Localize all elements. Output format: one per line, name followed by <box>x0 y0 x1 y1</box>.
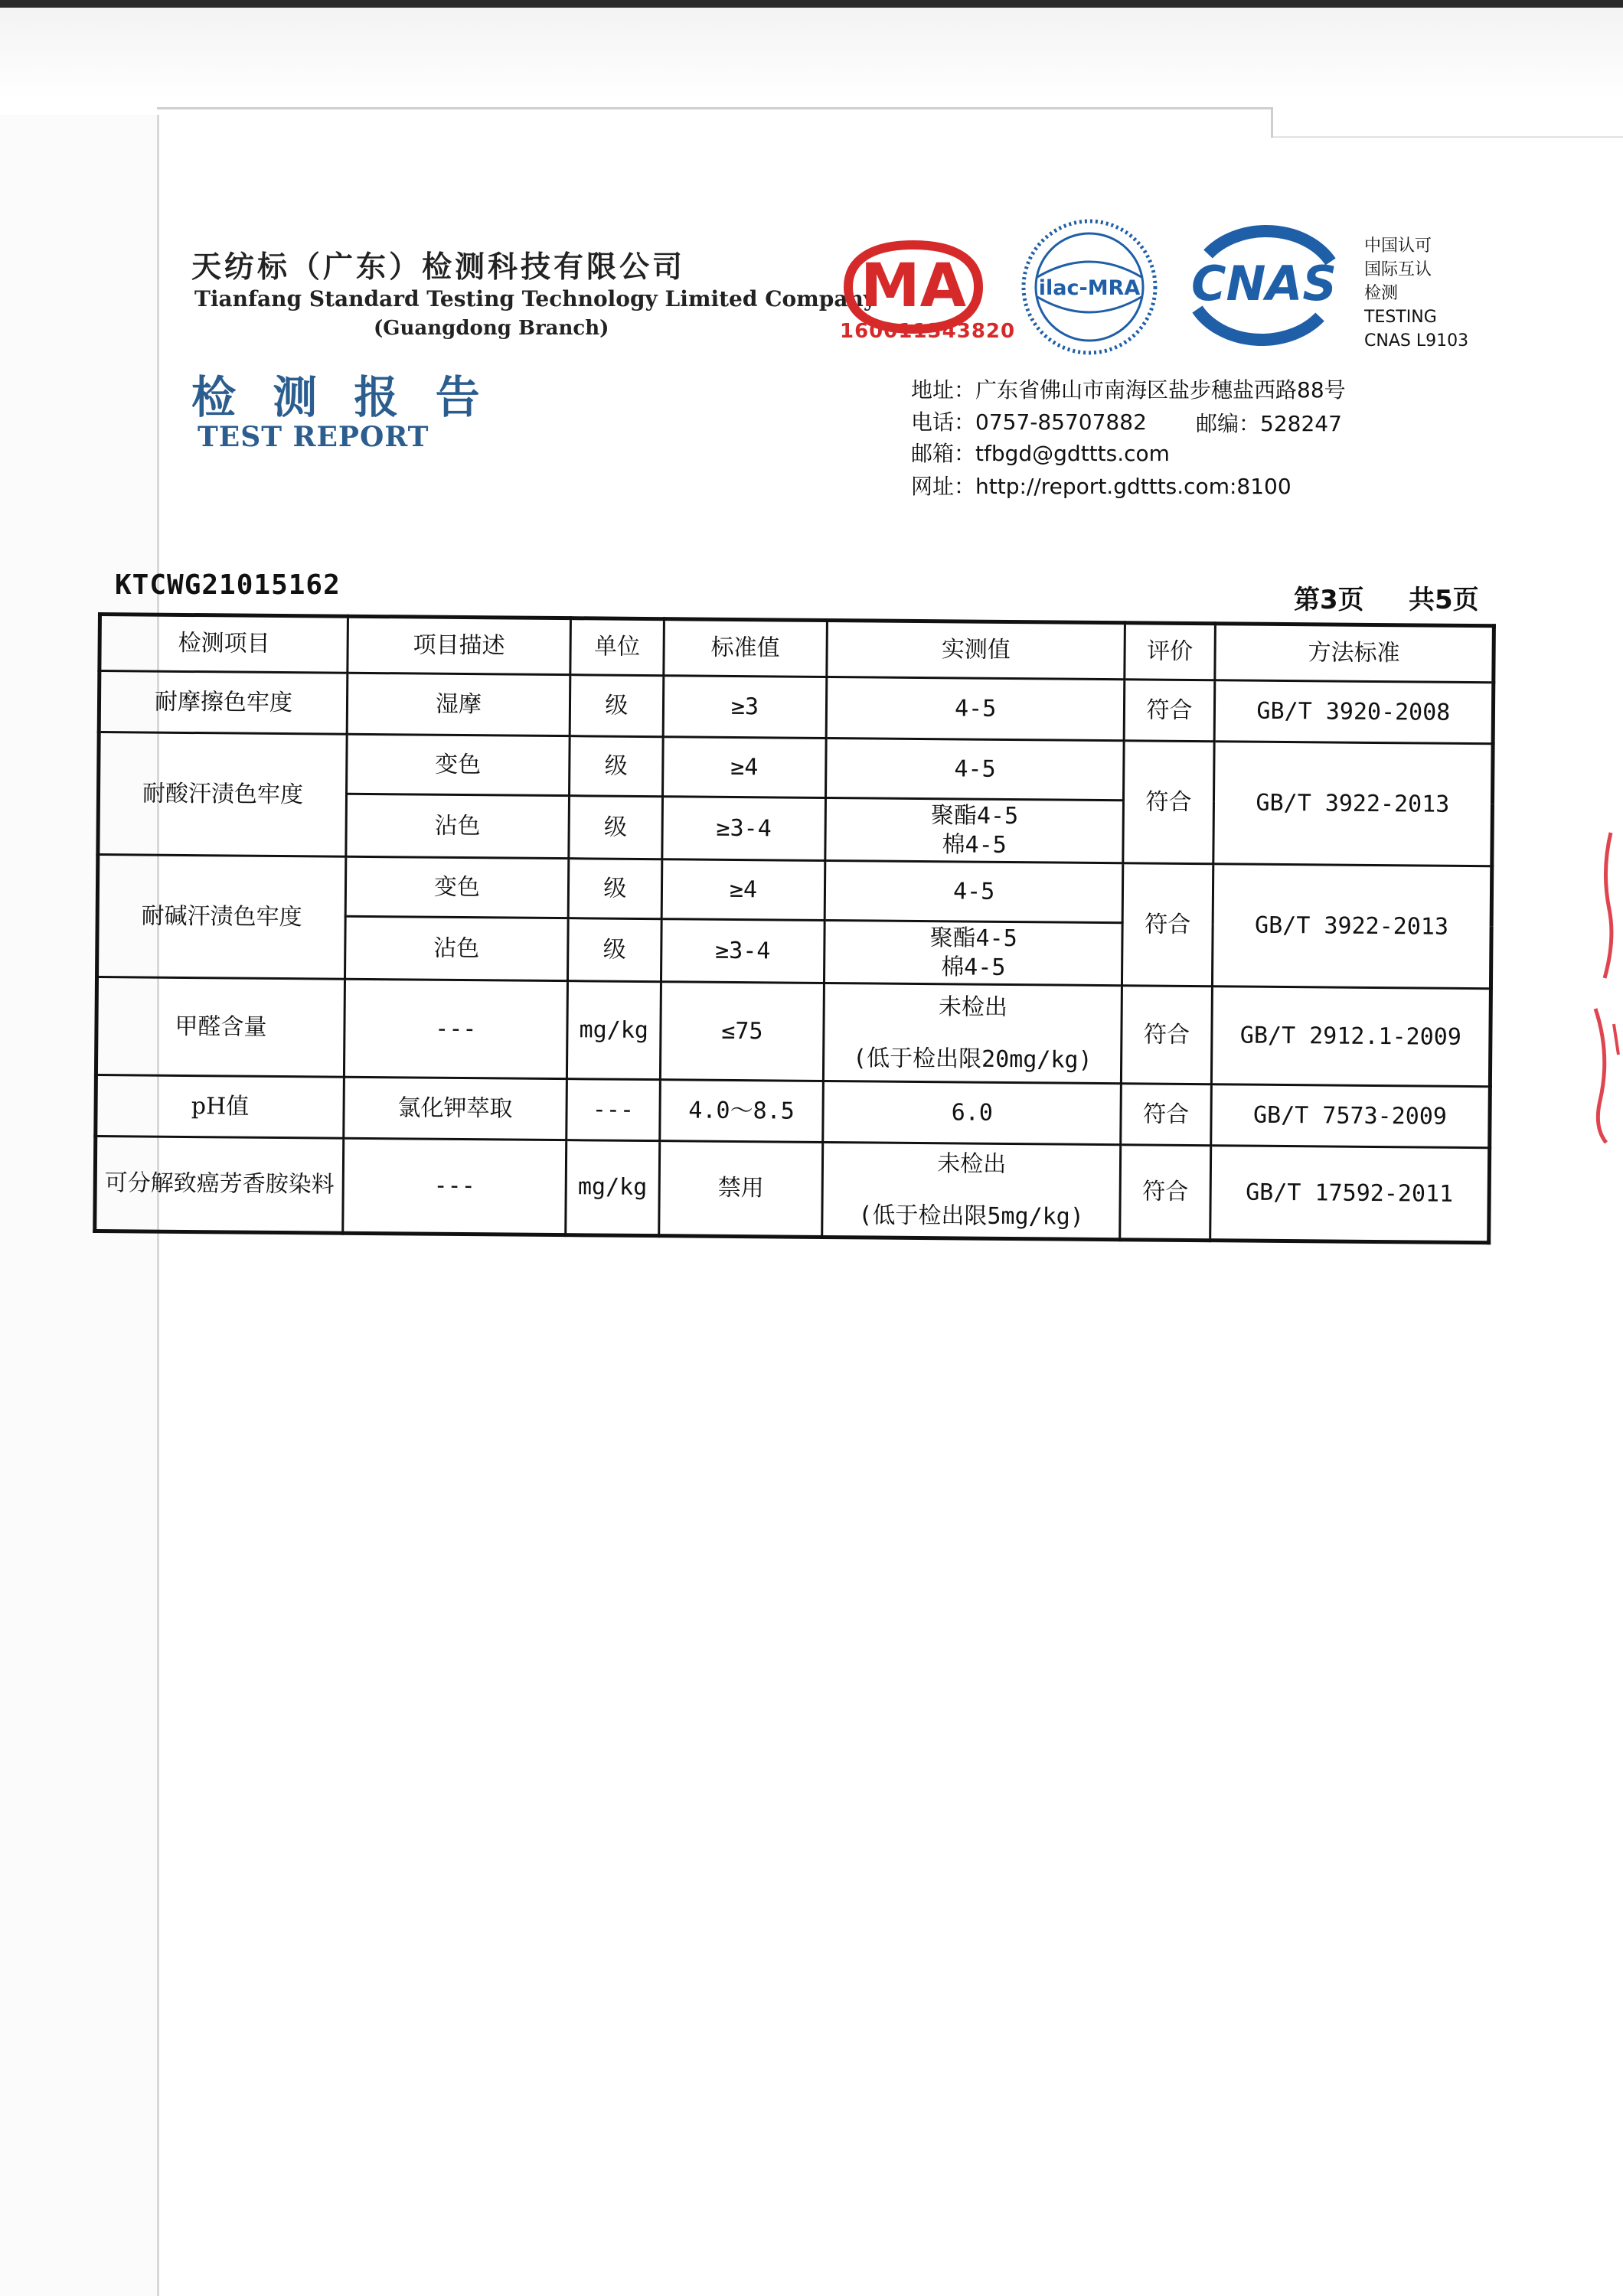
header-cell: 标准值 <box>664 619 828 677</box>
measured-cell: 4-5 <box>826 677 1125 740</box>
table-row <box>99 671 1494 744</box>
cnas-note-line: 检测 <box>1364 284 1399 303</box>
desc-cell: 湿摩 <box>347 673 570 735</box>
unit-cell: mg/kg <box>567 981 661 1080</box>
standard-cell: ≤75 <box>660 982 824 1081</box>
evaluation-cell: 符合 <box>1123 741 1214 864</box>
cnas-logo <box>1185 223 1343 347</box>
evaluation-cell: 符合 <box>1122 986 1213 1084</box>
measured-cell <box>825 920 1123 985</box>
evaluation-cell: 符合 <box>1122 863 1213 987</box>
method-cell: GB/T 17592-2011 <box>1210 1146 1490 1243</box>
method-cell: GB/T 3922-2013 <box>1213 742 1493 866</box>
header-cell: 单位 <box>570 618 665 676</box>
method-cell: GB/T 3920-2008 <box>1214 680 1494 744</box>
desc-cell: --- <box>343 1138 567 1234</box>
scan-top-edge <box>0 0 1623 8</box>
standard-cell: ≥3-4 <box>662 797 826 861</box>
company-name-cn: 天纺标（广东）检测科技有限公司 <box>191 249 686 285</box>
evaluation-cell: 符合 <box>1124 680 1214 742</box>
measured-cell <box>824 983 1122 1083</box>
unit-cell: 级 <box>568 859 662 919</box>
ilac-logo-text: ilac-MRA <box>1038 276 1141 300</box>
company-branch: (Guangdong Branch) <box>374 317 609 340</box>
table-row <box>96 1075 1491 1147</box>
method-cell: GB/T 7573-2009 <box>1211 1084 1491 1148</box>
sheet-corner-edge <box>1271 107 1273 138</box>
measured-line: (低于检出限5mg/kg) <box>858 1202 1085 1231</box>
item-cell: 耐摩擦色牢度 <box>99 671 348 735</box>
measured-cell: 4-5 <box>825 860 1123 922</box>
postal-code: 邮编：528247 <box>1196 411 1342 436</box>
cnas-note-line: 中国认可 <box>1364 236 1432 256</box>
measured-cell: 4-5 <box>826 738 1125 800</box>
desc-cell: 沾色 <box>346 794 570 858</box>
unit-cell: mg/kg <box>566 1140 660 1236</box>
desc-cell: --- <box>344 979 567 1078</box>
table-row <box>99 732 1494 804</box>
desc-cell: 变色 <box>346 734 570 795</box>
header-cell: 检测项目 <box>100 615 348 673</box>
measured-line: 棉4-5 <box>941 953 1006 981</box>
scan-background <box>0 8 1623 99</box>
measured-cell: 6.0 <box>823 1081 1122 1144</box>
address: 地址：广东省佛山市南海区盐步穗盐西路88号 <box>911 377 1346 403</box>
cma-number: 160011343820 <box>840 320 1016 343</box>
evaluation-cell: 符合 <box>1120 1145 1211 1241</box>
sheet-right-edge <box>1273 136 1623 138</box>
item-cell: pH值 <box>96 1075 345 1138</box>
item-cell: 耐碱汗渍色牢度 <box>97 855 346 980</box>
standard-cell: ≥3 <box>663 676 827 739</box>
unit-cell: --- <box>567 1079 661 1141</box>
report-title-cn: 检 测 报 告 <box>191 371 491 423</box>
standard-cell: ≥4 <box>661 859 825 921</box>
evaluation-cell: 符合 <box>1121 1084 1211 1146</box>
report-number: KTCWG21015162 <box>115 569 341 601</box>
item-cell: 甲醛含量 <box>96 977 345 1078</box>
unit-cell: 级 <box>570 675 664 737</box>
cnas-note-line: 国际互认 <box>1364 260 1432 279</box>
cnas-logo-text: CNAS <box>1190 256 1337 311</box>
measured-cell <box>822 1142 1121 1239</box>
line-gap <box>828 1021 1117 1046</box>
sheet-top-edge <box>157 107 1271 109</box>
measured-cell <box>825 797 1124 863</box>
line-gap <box>827 1178 1116 1203</box>
table-row <box>95 1136 1490 1242</box>
measured-line: (低于检出限20mg/kg) <box>852 1044 1092 1074</box>
standard-cell: ≥3-4 <box>661 919 825 983</box>
standard-cell: 4.0～8.5 <box>660 1080 824 1143</box>
header-cell: 实测值 <box>827 620 1125 679</box>
website: 网址：http://report.gdttts.com:8100 <box>911 474 1292 499</box>
table-row <box>96 977 1491 1087</box>
measured-line: 棉4-5 <box>942 830 1007 859</box>
desc-cell: 变色 <box>345 856 569 918</box>
measured-line: 聚酯4-5 <box>930 801 1019 830</box>
table-row <box>97 855 1492 926</box>
ilac-mra-logo <box>1018 216 1161 358</box>
header-cell: 项目描述 <box>348 616 571 674</box>
standard-cell: 禁用 <box>658 1141 822 1238</box>
desc-cell: 沾色 <box>345 916 568 980</box>
unit-cell: 级 <box>569 736 663 797</box>
unit-cell: 级 <box>569 796 663 859</box>
cnas-note-line: TESTING <box>1364 308 1437 327</box>
report-title-en: TEST REPORT <box>198 421 429 453</box>
stamp-mark <box>1588 825 1623 1146</box>
header-cell: 评价 <box>1125 623 1215 680</box>
standard-cell: ≥4 <box>662 737 826 798</box>
ma-logo-text: MA <box>860 252 966 321</box>
desc-cell: 氯化钾萃取 <box>344 1077 567 1140</box>
email: 邮箱：tfbgd@gdttts.com <box>911 441 1170 466</box>
method-cell: GB/T 3922-2013 <box>1212 864 1491 989</box>
company-name-en: Tianfang Standard Testing Technology Limited Company <box>194 286 877 311</box>
results-table <box>93 612 1496 1244</box>
measured-line: 未检出 <box>938 993 1008 1021</box>
item-cell: 可分解致癌芳香胺染料 <box>95 1136 344 1233</box>
header-cell: 方法标准 <box>1215 624 1494 683</box>
cnas-note-line: CNAS L9103 <box>1364 331 1469 351</box>
item-cell: 耐酸汗渍色牢度 <box>98 732 347 857</box>
cnas-note <box>1364 234 1468 353</box>
measured-line: 未检出 <box>937 1150 1007 1178</box>
measured-line: 聚酯4-5 <box>929 924 1017 952</box>
page-total: 共5页 <box>1409 585 1479 615</box>
phone: 电话：0757-85707882 <box>911 409 1147 435</box>
page-number: 第3页 <box>1294 585 1364 615</box>
method-cell: GB/T 2912.1-2009 <box>1211 987 1491 1087</box>
unit-cell: 级 <box>567 918 661 982</box>
